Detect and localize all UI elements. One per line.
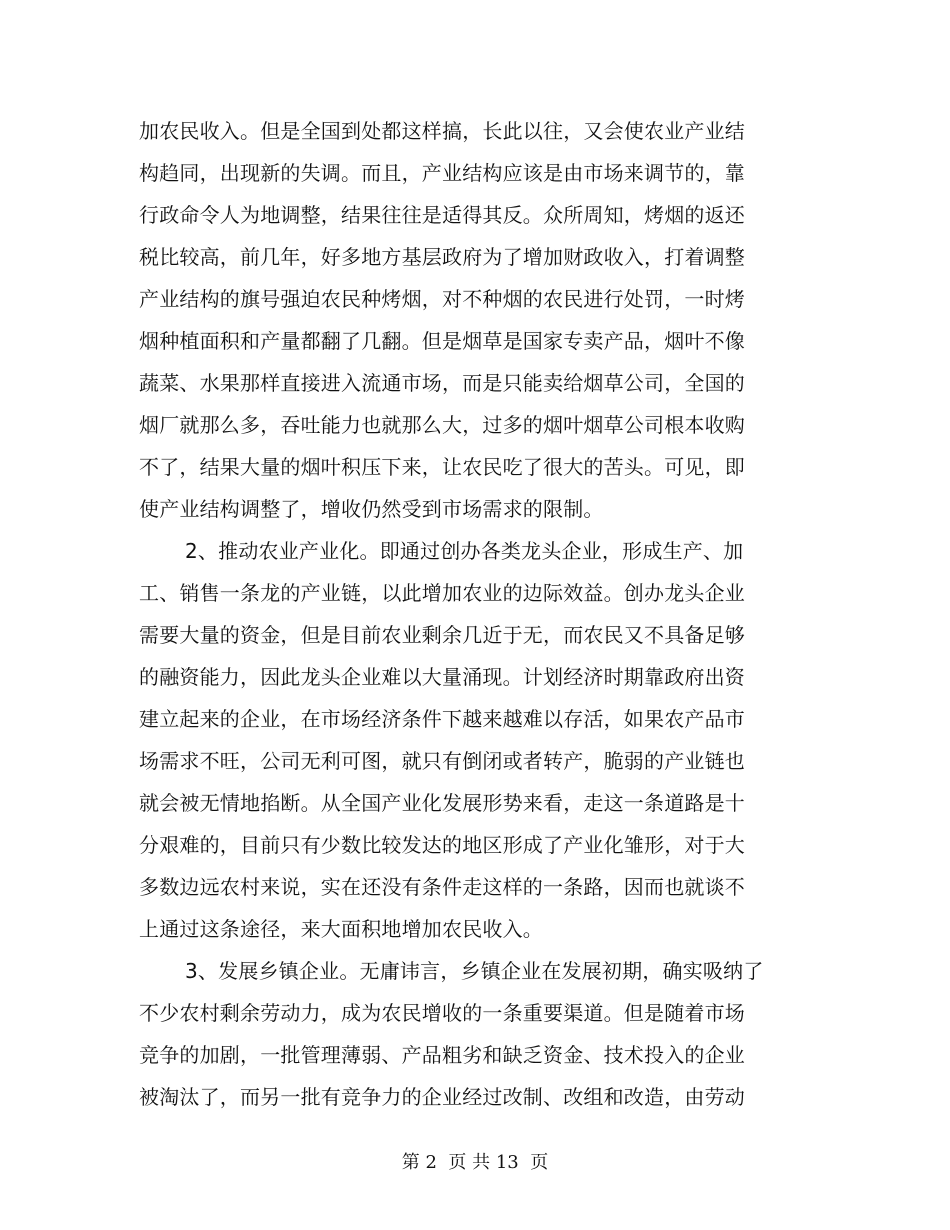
text-line: 就会被无情地掐断。从全国产业化发展形势来看，走这一条道路是十 (139, 791, 745, 815)
text-line: 2、推动农业产业化。即通过创办各类龙头企业，形成生产、加 (185, 539, 744, 563)
text-line: 不了，结果大量的烟叶积压下来，让农民吃了很大的苦头。可见，即 (139, 455, 745, 479)
text-line: 加农民收入。但是全国到处都这样搞，长此以往，又会使农业产业结 (139, 119, 745, 143)
text-line: 竞争的加剧，一批管理薄弱、产品粗劣和缺乏资金、技术投入的企业 (139, 1043, 745, 1067)
text-line: 上通过这条途径，来大面积地增加农民收入。 (139, 917, 543, 941)
text-line: 行政命令人为地调整，结果往往是适得其反。众所周知，烤烟的返还 (139, 203, 745, 227)
paragraph (139, 110, 749, 530)
text-line: 不少农村剩余劳动力，成为农民增收的一条重要渠道。但是随着市场 (139, 1001, 745, 1025)
text-line: 分艰难的，目前只有少数比较发达的地区形成了产业化雏形，对于大 (139, 833, 745, 857)
text-line: 被淘汰了，而另一批有竞争力的企业经过改制、改组和改造，由劳动 (139, 1085, 745, 1109)
text-line: 产业结构的旗号强迫农民种烤烟，对不种烟的农民进行处罚，一时烤 (139, 287, 745, 311)
text-line: 烟种植面积和产量都翻了几翻。但是烟草是国家专卖产品，烟叶不像 (139, 329, 745, 353)
paragraph (139, 530, 749, 950)
text-line: 构趋同，出现新的失调。而且，产业结构应该是由市场来调节的，靠 (139, 161, 745, 185)
text-line: 多数边远农村来说，实在还没有条件走这样的一条路，因而也就谈不 (139, 875, 745, 899)
text-line: 场需求不旺，公司无利可图，就只有倒闭或者转产，脆弱的产业链也 (139, 749, 745, 773)
text-line: 需要大量的资金，但是目前农业剩余几近于无，而农民又不具备足够 (139, 623, 745, 647)
page-footer: 第 2 页 共 13 页 (401, 1152, 549, 1173)
text-line: 使产业结构调整了，增收仍然受到市场需求的限制。 (139, 497, 604, 521)
text-line: 烟厂就那么多，吞吐能力也就那么大，过多的烟叶烟草公司根本收购 (139, 413, 745, 437)
paragraph (139, 950, 764, 1118)
text-line: 3、发展乡镇企业。无庸讳言，乡镇企业在发展初期，确实吸纳了 (185, 959, 764, 983)
text-line: 工、销售一条龙的产业链，以此增加农业的边际效益。创办龙头企业 (139, 581, 745, 605)
text-line: 建立起来的企业，在市场经济条件下越来越难以存活，如果农产品市 (139, 707, 745, 731)
text-line: 税比较高，前几年，好多地方基层政府为了增加财政收入，打着调整 (139, 245, 745, 269)
text-line: 蔬菜、水果那样直接进入流通市场，而是只能卖给烟草公司，全国的 (139, 371, 745, 395)
body-text (139, 110, 764, 1118)
text-line: 的融资能力，因此龙头企业难以大量涌现。计划经济时期靠政府出资 (139, 665, 745, 689)
